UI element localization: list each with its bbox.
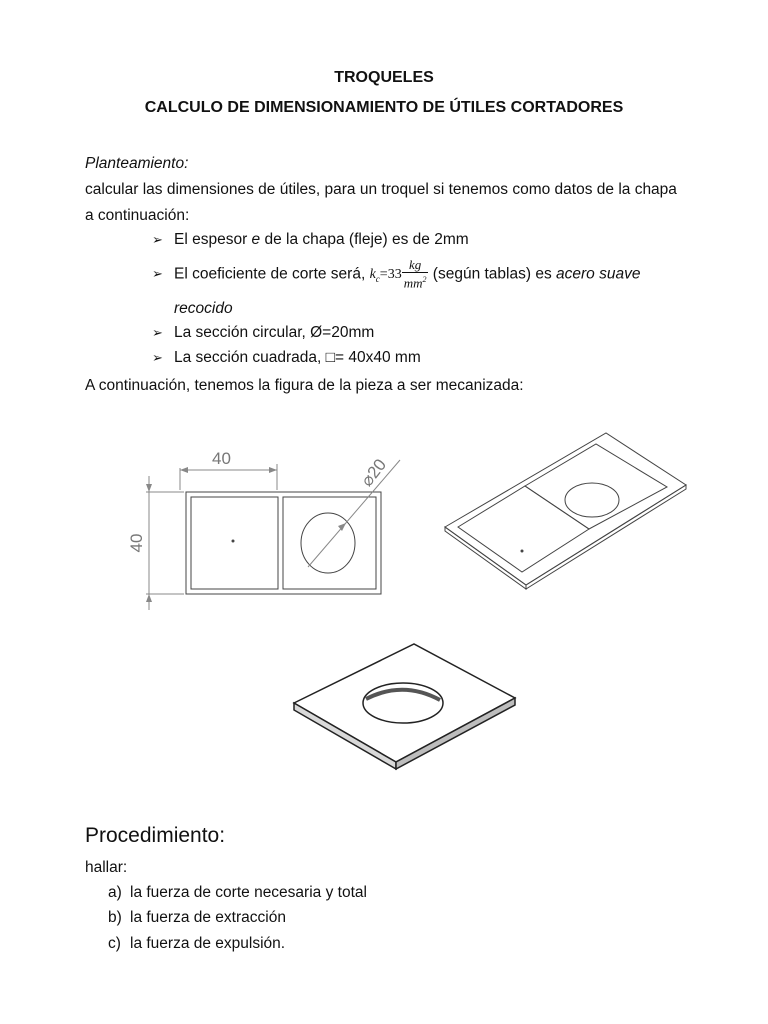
dim-width-label: 40: [212, 449, 231, 468]
iso-plate-front-edge: [445, 527, 526, 589]
iso-circle-frame: [525, 444, 667, 529]
bullet-seccion-cuadrada: ➢ La sección cuadrada, □= 40x40 mm: [152, 349, 421, 366]
bullet-coeficiente: ➢ El coeficiente de corte será, $k_c=33$ $\frac{kg}{mm^2}$ (según tablas) es acero suave: [152, 257, 641, 291]
iso-plate-right-edge: [526, 485, 686, 589]
kg-per-mm2-fraction: $\frac{kg}{mm^2}$: [403, 257, 427, 291]
iso-plate-top: [445, 433, 686, 585]
punched-plate-drawing: [290, 640, 520, 775]
square-section-outline: [191, 497, 278, 589]
intro-line-2: a continuación:: [85, 207, 190, 224]
dim-diameter-label: ⌀20: [357, 455, 391, 490]
iso-square-section: [458, 486, 589, 572]
figure-intro: A continuación, tenemos la figura de la pieza a ser mecanizada:: [85, 377, 524, 394]
list-item: b) la fuerza de extracción: [108, 909, 286, 926]
iso-circle-hole: [565, 483, 619, 517]
arrow-bullet-icon: ➢: [152, 350, 163, 365]
dim-height-label: 40: [127, 533, 146, 553]
intro-line-1: calcular las dimensiones de útiles, para un troquel si tenemos como datos de la chapa: [85, 181, 677, 198]
procedimiento-heading: Procedimiento:: [85, 824, 226, 847]
bullet-seccion-circular: ➢ La sección circular, Ø=20mm: [152, 324, 375, 341]
center-point: [232, 540, 235, 543]
bullet-espesor: ➢ El espesor e de la chapa (fleje) es de 2mm: [152, 231, 469, 248]
list-item: c) la fuerza de expulsión.: [108, 935, 286, 952]
arrow-bullet-icon: ➢: [152, 232, 163, 247]
arrow-bullet-icon: ➢: [152, 266, 163, 282]
circular-section-frame: [283, 497, 376, 589]
document-title: TROQUELES: [334, 69, 434, 86]
planteamiento-heading: Planteamiento:: [85, 155, 189, 172]
front-view-drawing: [120, 440, 410, 620]
bullet-coeficiente-continuation: recocido: [174, 300, 233, 317]
isometric-view-drawing: [440, 425, 690, 625]
kc-symbol: $k_c=33$: [369, 267, 402, 285]
iso-center-point: [521, 550, 524, 553]
arrow-bullet-icon: ➢: [152, 325, 163, 340]
procedimiento-lead: hallar:: [85, 859, 128, 876]
list-item: a) la fuerza de corte necesaria y total: [108, 884, 367, 901]
document-subtitle: CALCULO DE DIMENSIONAMIENTO DE ÚTILES CORTADORES: [144, 99, 624, 116]
